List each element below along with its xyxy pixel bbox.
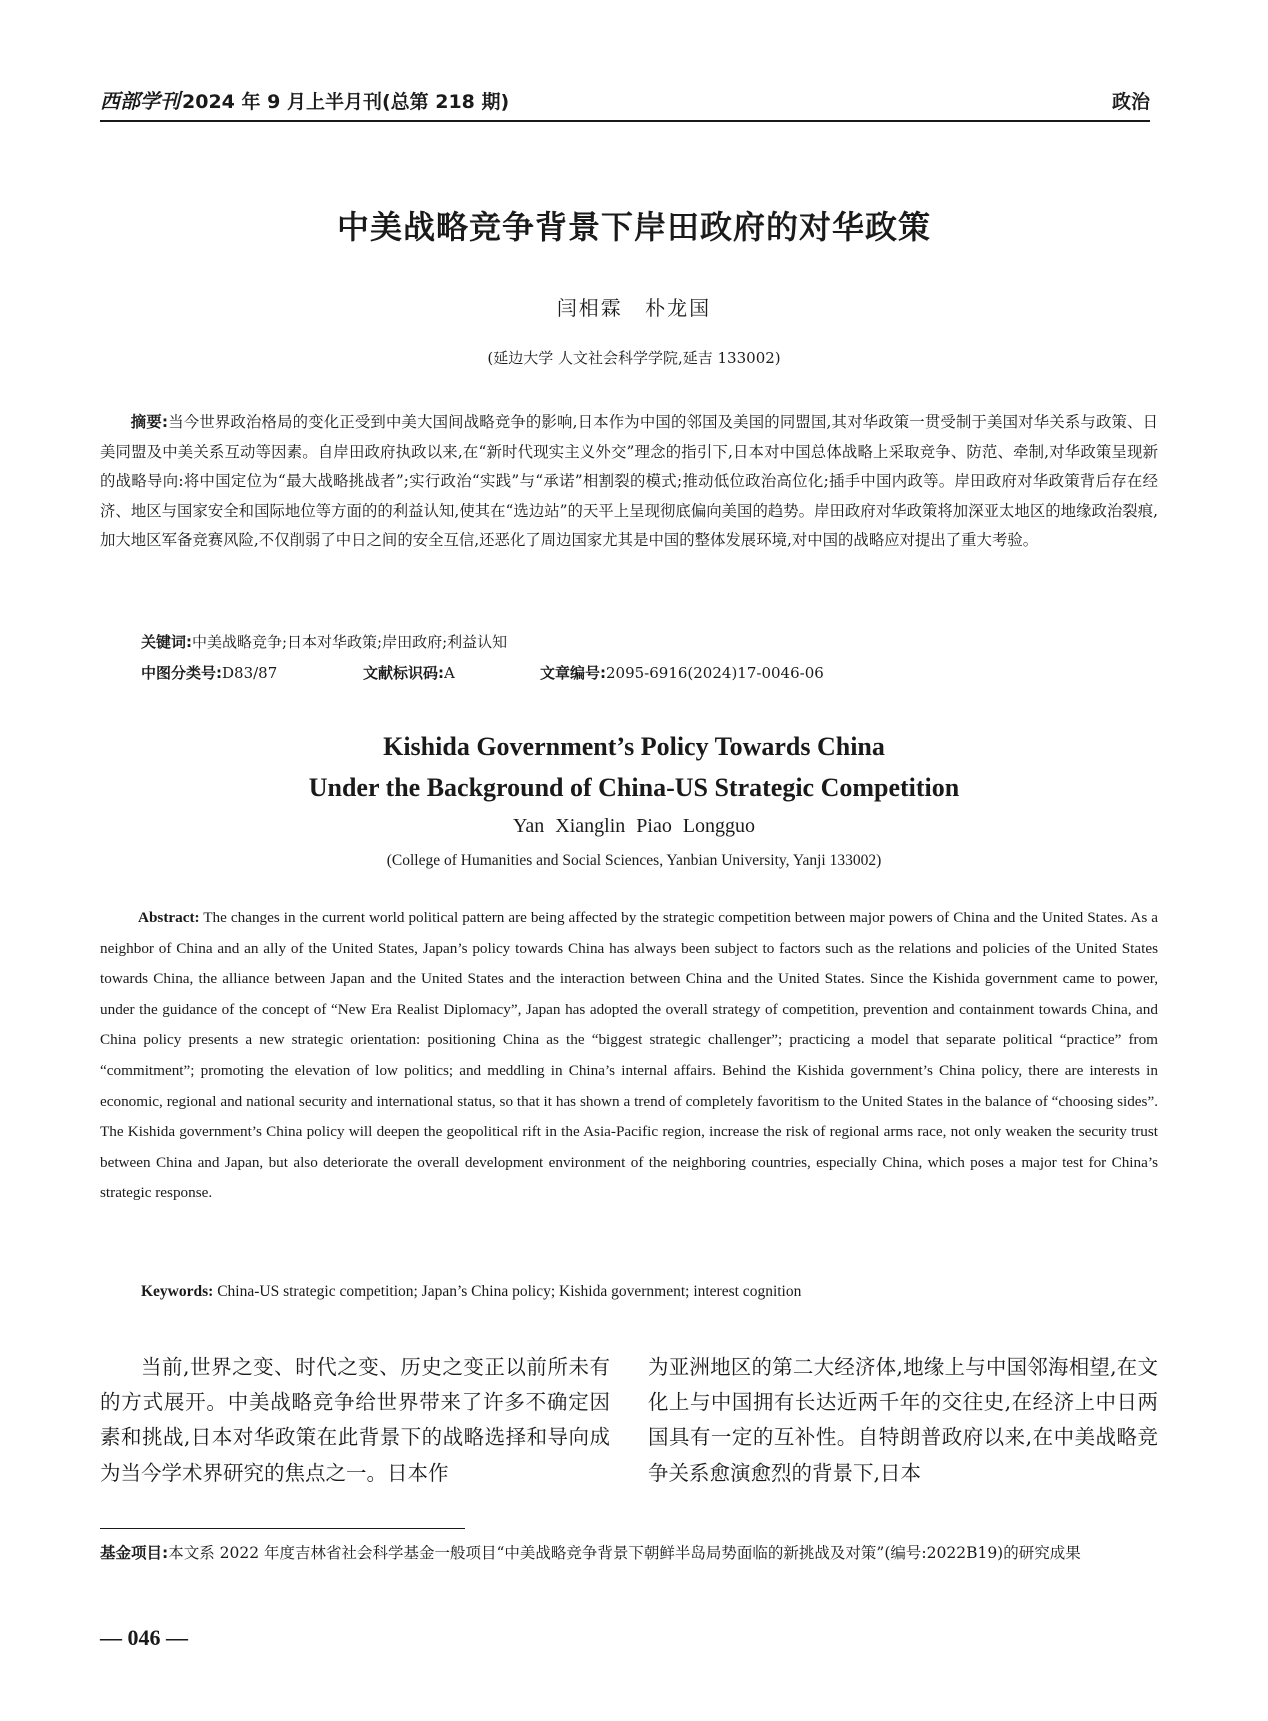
cn-affiliation: (延边大学 人文社会科学学院,延吉 133002) <box>487 349 781 367</box>
en-keywords <box>141 1283 801 1301</box>
en-keywords-text: China-US strategic competition; Japan’s China policy; Kishida government; interest cognition <box>217 1283 802 1300</box>
doc-code <box>363 662 455 683</box>
en-affiliation: (College of Humanities and Social Sciences, Yanbian University, Yanji 133002) <box>386 852 882 869</box>
journal-issue-line <box>100 85 509 114</box>
footnote-rule <box>100 1528 465 1529</box>
cn-keywords-label: 关键词: <box>141 633 192 651</box>
body-column-left: 当前,世界之变、时代之变、历史之变正以前所未有的方式展开。中美战略竞争给世界带来了许多不确定因素和挑战,日本对华政策在此背景下的战略选择和导向成为当今学术界研究的焦点之一。日本作 <box>100 1355 610 1485</box>
doc-code-value: A <box>444 664 455 682</box>
journal-logo: 西部学刊 <box>100 89 180 113</box>
en-abstract-label: Abstract: <box>138 909 200 926</box>
article-no-label: 文章编号: <box>540 664 606 682</box>
article-number <box>540 662 824 683</box>
cn-keywords <box>141 631 507 652</box>
section-label: 政治 <box>1111 91 1150 113</box>
footnote-text: 本文系 2022 年度吉林省社会科学基金一般项目“中美战略竞争背景下朝鲜半岛局势面临的新挑战及对策”(编号:2022B19)的研究成果 <box>168 1544 1081 1562</box>
en-title-line1: Kishida Government’s Policy Towards China <box>383 732 885 761</box>
cn-abstract <box>100 408 1158 556</box>
issue-info: 2024 年 9 月上半月刊(总第 218 期) <box>182 91 510 113</box>
clc-label: 中图分类号: <box>141 664 222 682</box>
cn-title: 中美战略竞争背景下岸田政府的对华政策 <box>336 208 931 246</box>
doc-code-label: 文献标识码: <box>363 664 444 682</box>
cn-abstract-text: 当今世界政治格局的变化正受到中美大国间战略竞争的影响,日本作为中国的邻国及美国的同盟国,其对华政策一贯受制于美国对华关系与政策、日美同盟及中美关系互动等因素。自岸田政府执政以来,在“新时代现实主义外交”理念的指引下,日本对中国总体战略上采取竞争、防范、牵制,对华政策呈现新的战略导向:将中国定位为“最大战略挑战者”;实行政治“实践”与“承诺”相割裂的模式;推动低位政治高位化;插手中国内政等。岸田政府对华政策背后存在经济、地区与国家安全和国际地位等方面的的利益认知,使其在“选边站”的天平上呈现彻底偏向美国的趋势。岸田政府对华政策将加深亚太地区的地缘政治裂痕,加大地区军备竞赛风险,不仅削弱了中日之间的安全互信,还恶化了周边国家尤其是中国的整体发展环境,对中国的战略应对提出了重大考验。 <box>100 413 1158 550</box>
en-title-line2: Under the Background of China-US Strategic Competition <box>308 773 960 802</box>
en-abstract <box>100 903 1158 1209</box>
clc-number <box>141 662 277 683</box>
running-header <box>100 86 1150 122</box>
footnote-label: 基金项目: <box>100 1544 169 1562</box>
clc-value: D83/87 <box>222 664 278 682</box>
cn-keywords-text: 中美战略竞争;日本对华政策;岸田政府;利益认知 <box>192 633 508 651</box>
cn-authors: 闫相霖 朴龙国 <box>556 296 712 320</box>
en-abstract-text: The changes in the current world political pattern are being affected by the strategic competition between major powers of China and the United States. As a neighbor of China and an ally of the United States, Japan’s policy towards China has always been subject to factors such as the relations and policies of the United States towards China, the alliance between Japan and the United States and the interaction between China and the United States. Since the Kishida government came to power, under the guidance of the concept of “New Era Realist Diplomacy”, Japan has adopted the overall strategy of competition, prevention and containment towards China, and China policy presents a new strategic orientation: positioning China as the “biggest strategic challenger”; practicing a model that separate political “practice” from “commitment”; promoting the elevation of low politics; and meddling in China’s internal affairs. Behind the Kishida government’s China policy, there are interests in economic, regional and national security and international status, so that it has shown a trend of completely favoritism to the United States in the balance of “choosing sides”. The Kishida government’s China policy will deepen the geopolitical rift in the Asia-Pacific region, increase the risk of regional arms race, not only weaken the security trust between China and Japan, but also deteriorate the overall development environment of the neighboring countries, especially China, which poses a major test for China’s strategic response. <box>100 909 1158 1202</box>
en-keywords-label: Keywords: <box>141 1283 214 1300</box>
en-authors: Yan Xianglin Piao Longguo <box>512 815 756 837</box>
body-column-right: 为亚洲地区的第二大经济体,地缘上与中国邻海相望,在文化上与中国拥有长达近两千年的交往史,在经济上中日两国具有一定的互补性。自特朗普政府以来,在中美战略竞争关系愈演愈烈的背景下,日本 <box>648 1355 1158 1485</box>
cn-abstract-label: 摘要: <box>130 413 169 431</box>
article-no-value: 2095-6916(2024)17-0046-06 <box>606 664 824 682</box>
footnote-funding <box>100 1538 1158 1568</box>
page-number: — 046 — <box>100 1625 188 1650</box>
